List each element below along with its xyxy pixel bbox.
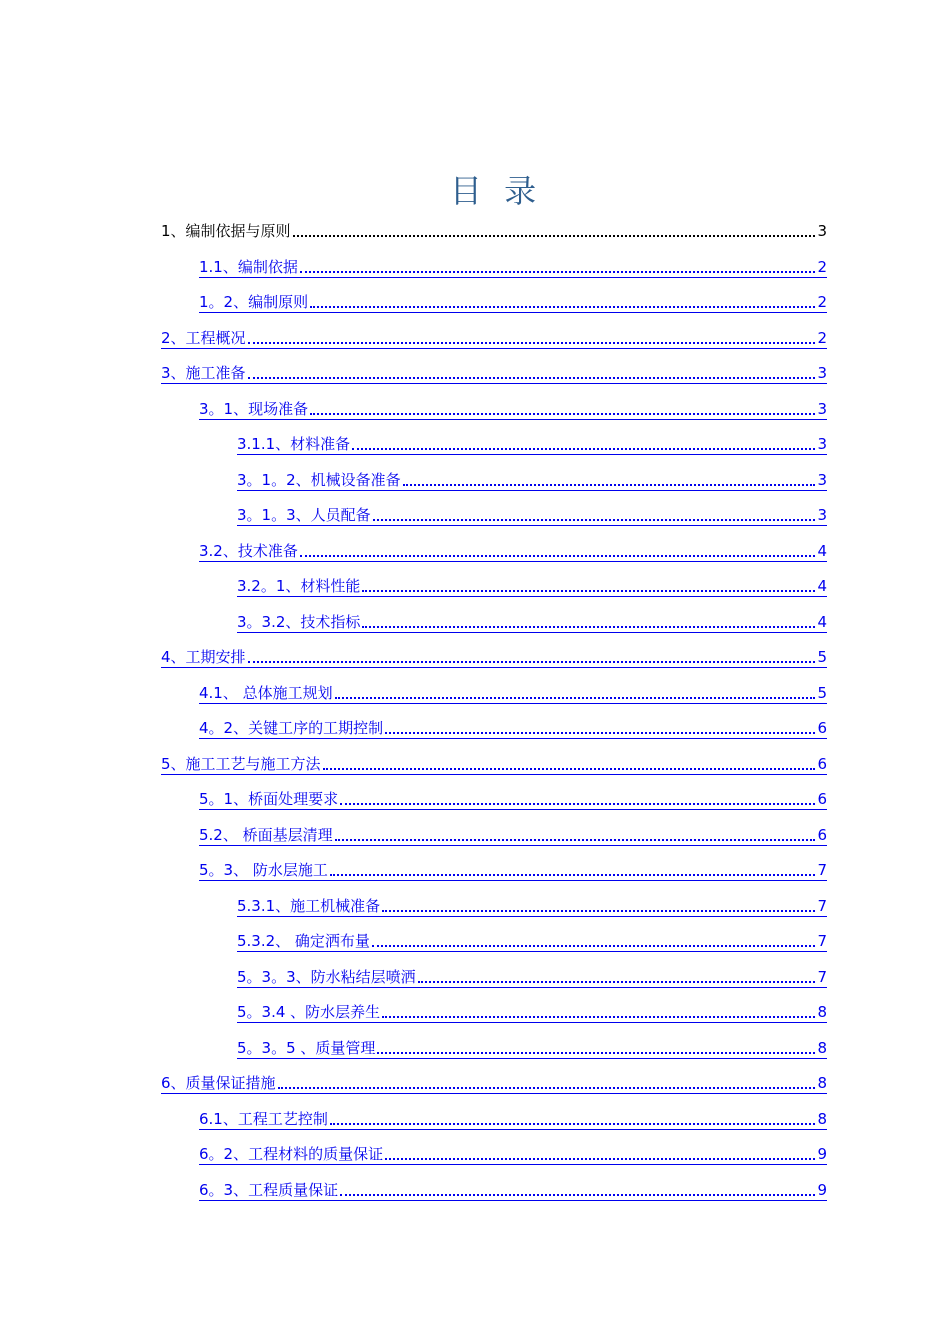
toc-entry-label: 5。3、 防水层施工 — [199, 861, 328, 879]
toc-entry-label: 4.1、 总体施工规划 — [199, 684, 333, 702]
toc-page-number: 7 — [817, 897, 827, 915]
toc-dot-leader — [310, 292, 815, 312]
toc-entry[interactable] — [237, 965, 827, 988]
toc-page-number: 8 — [817, 1003, 827, 1021]
toc-entry[interactable] — [199, 1178, 827, 1201]
toc-entry-label: 6。3、工程质量保证 — [199, 1181, 339, 1199]
toc-dot-leader — [352, 434, 815, 454]
toc-dot-leader — [293, 221, 816, 241]
toc-entry[interactable] — [161, 326, 827, 349]
toc-page-number: 4 — [817, 542, 827, 560]
toc-entry-label: 5.3.1、施工机械准备 — [237, 897, 381, 915]
toc-entry-label: 3、施工准备 — [161, 364, 246, 382]
toc-dot-leader — [385, 718, 815, 738]
toc-entry[interactable] — [199, 787, 827, 810]
toc-entry-label: 1.1、编制依据 — [199, 258, 298, 276]
toc-dot-leader — [300, 257, 816, 277]
toc-entry-label: 1、编制依据与原则 — [161, 222, 291, 240]
toc-entry[interactable] — [199, 823, 827, 846]
toc-entry[interactable] — [199, 716, 827, 739]
toc-dot-leader — [340, 1180, 815, 1200]
toc-entry-label: 3.2。1、材料性能 — [237, 577, 361, 595]
toc-entry[interactable] — [237, 1000, 827, 1023]
toc-dot-leader — [382, 1002, 815, 1022]
toc-entry-label: 5.3.2、 确定洒布量 — [237, 932, 370, 950]
toc-dot-leader — [248, 363, 816, 383]
toc-entry-label: 5、施工工艺与施工方法 — [161, 755, 321, 773]
toc-entry-label: 3.1.1、材料准备 — [237, 435, 351, 453]
toc-page-number: 6 — [817, 790, 827, 808]
toc-page-number: 3 — [817, 364, 827, 382]
toc-entry-label: 5。3.4 、防水层养生 — [237, 1003, 381, 1021]
toc-page-number: 9 — [817, 1181, 827, 1199]
toc-entry[interactable] — [161, 1071, 827, 1094]
toc-dot-leader — [382, 896, 815, 916]
toc-entry-label: 6.1、工程工艺控制 — [199, 1110, 328, 1128]
toc-dot-leader — [340, 789, 815, 809]
toc-entry-label: 6。2、工程材料的质量保证 — [199, 1145, 384, 1163]
toc-entry-label: 3。3.2、技术指标 — [237, 613, 361, 631]
toc-entry-label: 3.2、技术准备 — [199, 542, 298, 560]
toc-dot-leader — [377, 1038, 815, 1058]
toc-page-number: 6 — [817, 755, 827, 773]
toc-page-number: 4 — [817, 577, 827, 595]
toc-page-number: 8 — [817, 1039, 827, 1057]
toc-entry-label: 6、质量保证措施 — [161, 1074, 276, 1092]
toc-entry[interactable] — [161, 361, 827, 384]
toc-entry[interactable] — [199, 1107, 827, 1130]
toc-entry[interactable] — [199, 255, 827, 278]
toc-dot-leader — [278, 1073, 816, 1093]
toc-page-number: 2 — [817, 293, 827, 311]
toc-page-number: 5 — [817, 684, 827, 702]
toc-page-number: 7 — [817, 932, 827, 950]
toc-page-number: 3 — [817, 222, 827, 240]
toc-dot-leader — [310, 399, 815, 419]
toc-dot-leader — [362, 576, 815, 596]
toc-page-number: 3 — [817, 435, 827, 453]
toc-page-number: 6 — [817, 719, 827, 737]
toc-entry[interactable] — [161, 645, 827, 668]
toc-dot-leader — [248, 647, 816, 667]
toc-entry-label: 3。1。3、人员配备 — [237, 506, 371, 524]
toc-dot-leader — [335, 825, 816, 845]
toc-page-number: 7 — [817, 861, 827, 879]
toc-entry-label: 5。3。3、防水粘结层喷洒 — [237, 968, 416, 986]
toc-dot-leader — [335, 683, 816, 703]
toc-entry — [161, 219, 827, 241]
toc-dot-leader — [373, 505, 816, 525]
toc-entry[interactable] — [237, 610, 827, 633]
toc-dot-leader — [372, 931, 816, 951]
toc-entry[interactable] — [199, 397, 827, 420]
toc-page-number: 7 — [817, 968, 827, 986]
toc-page-number: 8 — [817, 1074, 827, 1092]
toc-entry[interactable] — [161, 752, 827, 775]
toc-entry[interactable] — [237, 894, 827, 917]
toc-entry[interactable] — [237, 468, 827, 491]
toc-dot-leader — [330, 860, 816, 880]
toc-entry-label: 2、工程概况 — [161, 329, 246, 347]
toc-dot-leader — [248, 328, 816, 348]
toc-page-number: 4 — [817, 613, 827, 631]
toc-page-number: 3 — [817, 471, 827, 489]
toc-page-number: 9 — [817, 1145, 827, 1163]
toc-title: 目 录 — [449, 172, 543, 210]
toc-dot-leader — [323, 754, 816, 774]
toc-entry[interactable] — [237, 929, 827, 952]
toc-dot-leader — [403, 470, 816, 490]
toc-page-number: 6 — [817, 826, 827, 844]
toc-entry[interactable] — [199, 539, 827, 562]
toc-dot-leader — [330, 1109, 816, 1129]
toc-entry-label: 3。1、现场准备 — [199, 400, 309, 418]
toc-entry-label: 5。1、桥面处理要求 — [199, 790, 339, 808]
toc-entry[interactable] — [199, 290, 827, 313]
toc-entry-label: 4、工期安排 — [161, 648, 246, 666]
toc-entry[interactable] — [237, 1036, 827, 1059]
toc-page-number: 5 — [817, 648, 827, 666]
toc-entry[interactable] — [237, 574, 827, 597]
toc-dot-leader — [385, 1144, 815, 1164]
toc-entry-label: 3。1。2、机械设备准备 — [237, 471, 401, 489]
toc-entry[interactable] — [237, 432, 827, 455]
toc-dot-leader — [418, 967, 816, 987]
toc-entry-label: 5.2、 桥面基层清理 — [199, 826, 333, 844]
toc-entry[interactable] — [199, 1142, 827, 1165]
toc-dot-leader — [300, 541, 816, 561]
toc-entry-label: 1。2、编制原则 — [199, 293, 309, 311]
toc-entry-label: 5。3。5 、质量管理 — [237, 1039, 376, 1057]
toc-page-number: 3 — [817, 400, 827, 418]
toc-page-number: 3 — [817, 506, 827, 524]
toc-page-number: 2 — [817, 329, 827, 347]
toc-entry-label: 4。2、关键工序的工期控制 — [199, 719, 384, 737]
toc-entry[interactable] — [199, 681, 827, 704]
toc-page-number: 2 — [817, 258, 827, 276]
toc-entry[interactable] — [199, 858, 827, 881]
toc-page-number: 8 — [817, 1110, 827, 1128]
toc-entry[interactable] — [237, 503, 827, 526]
toc-dot-leader — [362, 612, 815, 632]
